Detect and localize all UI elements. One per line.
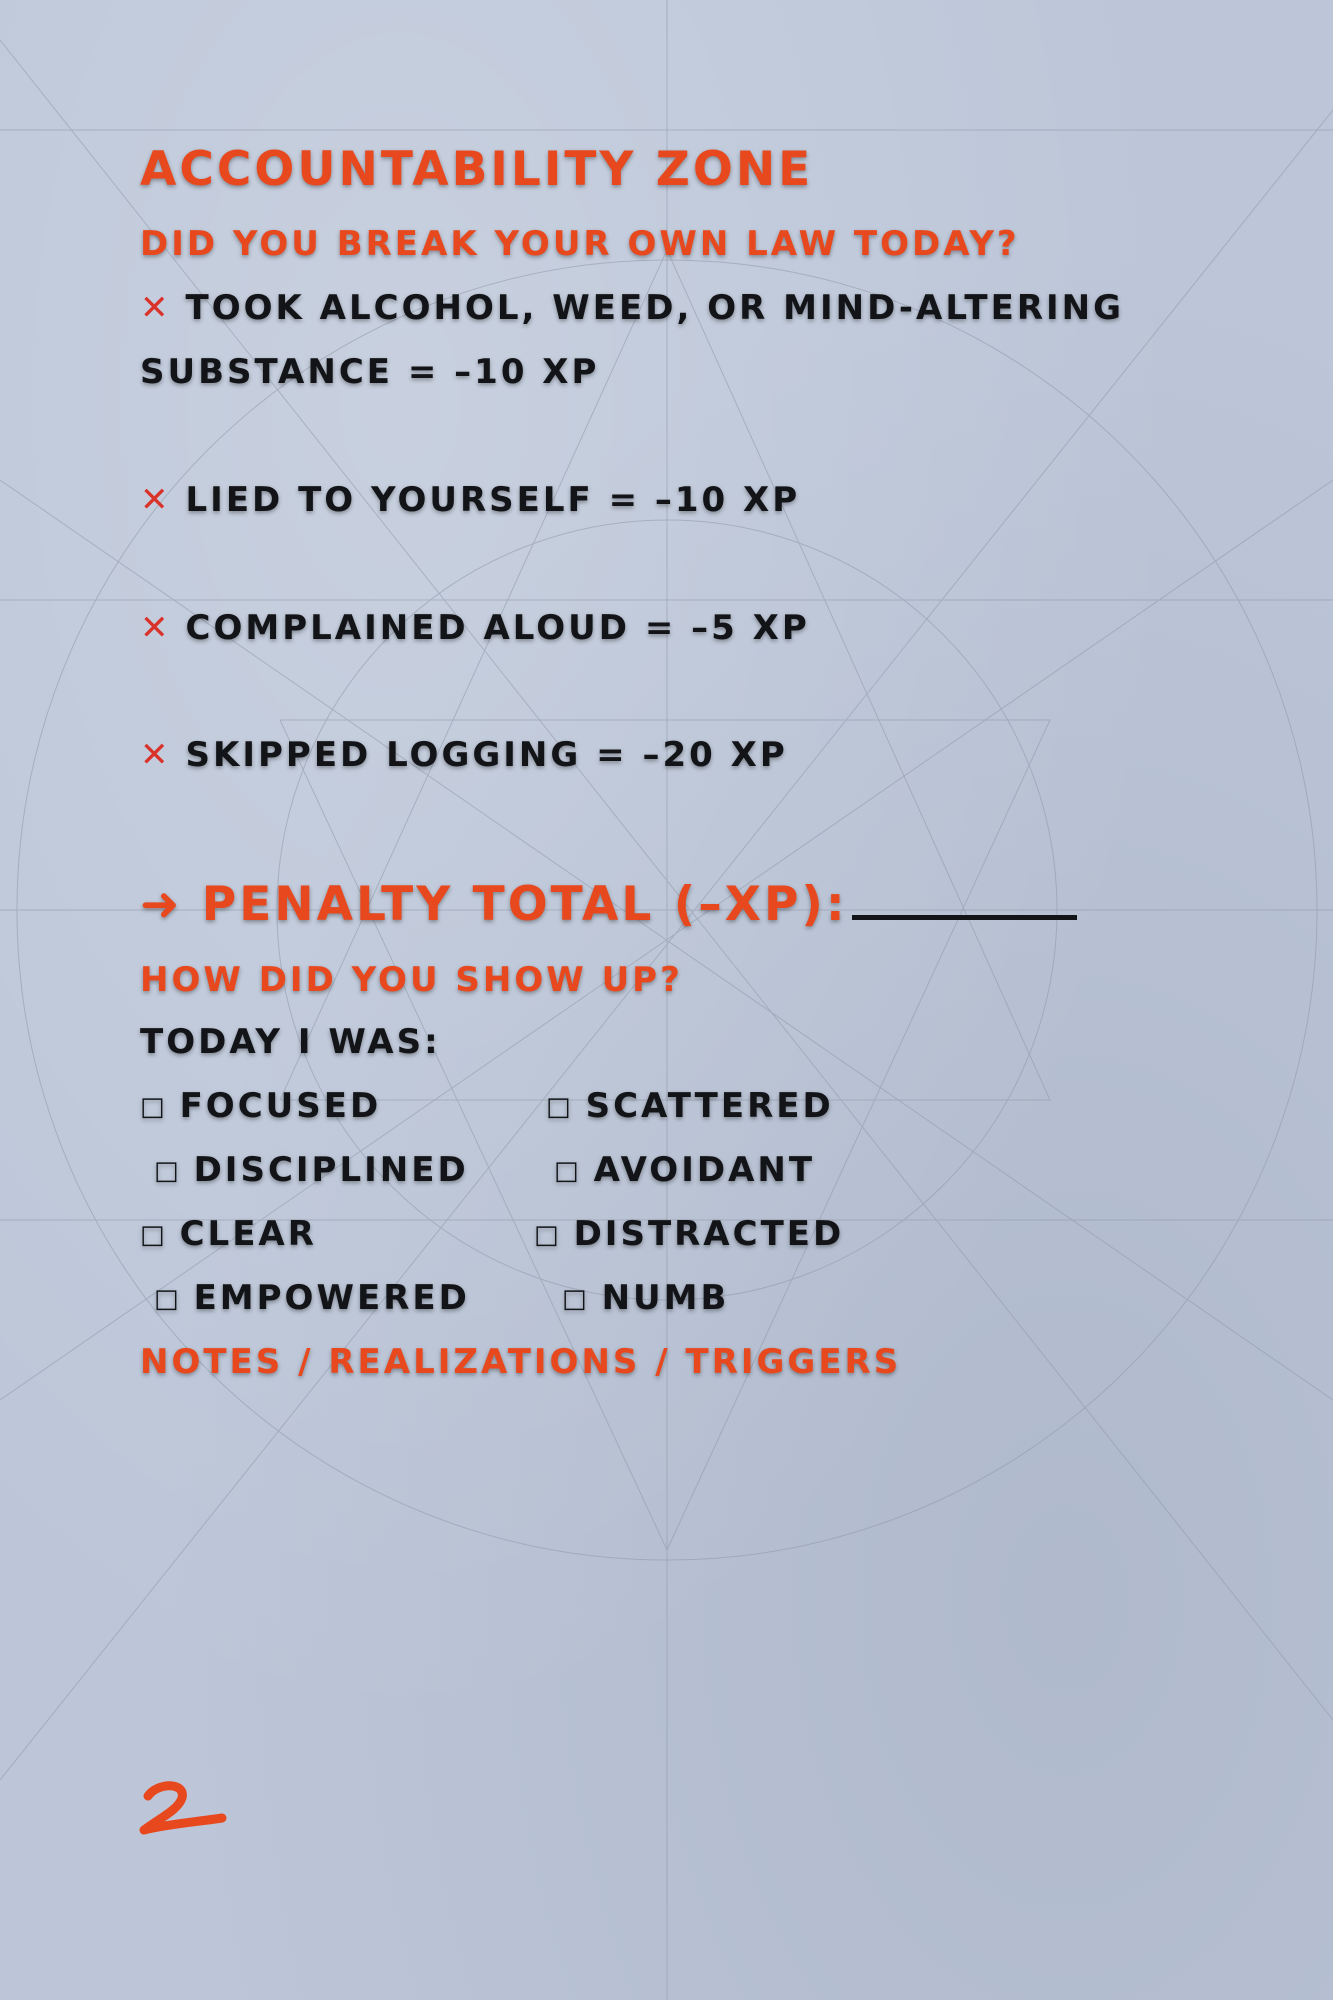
- penalty-item-label: SKIPPED LOGGING = –20 XP: [185, 735, 788, 775]
- notes-heading: NOTES / REALIZATIONS / TRIGGERS: [140, 1342, 902, 1382]
- penalty-total-label: ➜ PENALTY TOTAL (–XP):: [140, 877, 848, 932]
- x-mark-icon: ✕: [140, 480, 172, 520]
- option-disciplined[interactable]: □ DISCIPLINED: [154, 1150, 469, 1190]
- penalty-item: [140, 288, 1124, 328]
- x-mark-icon: ✕: [140, 735, 172, 775]
- checkbox-icon[interactable]: □: [154, 1284, 182, 1314]
- option-empowered[interactable]: □ EMPOWERED: [154, 1278, 470, 1318]
- penalty-item: [140, 735, 788, 775]
- option-clear[interactable]: □ CLEAR: [140, 1214, 317, 1254]
- penalty-item-label: LIED TO YOURSELF = –10 XP: [185, 480, 801, 520]
- option-avoidant[interactable]: □ AVOIDANT: [554, 1150, 816, 1190]
- x-mark-icon: ✕: [140, 608, 172, 648]
- penalty-item: [140, 608, 810, 648]
- section-heading-law: DID YOU BREAK YOUR OWN LAW TODAY?: [140, 224, 1020, 264]
- today-prompt: TODAY I WAS:: [140, 1022, 441, 1062]
- option-scattered[interactable]: □ SCATTERED: [546, 1086, 834, 1126]
- checkbox-icon[interactable]: □: [140, 1220, 168, 1250]
- checkbox-icon[interactable]: □: [546, 1092, 574, 1122]
- checkbox-icon[interactable]: □: [554, 1156, 582, 1186]
- checkbox-icon[interactable]: □: [562, 1284, 590, 1314]
- option-distracted[interactable]: □ DISTRACTED: [534, 1214, 845, 1254]
- option-numb[interactable]: □ NUMB: [562, 1278, 730, 1318]
- penalty-item-label: TOOK ALCOHOL, WEED, OR MIND-ALTERING: [185, 288, 1125, 328]
- penalty-item: [140, 480, 800, 520]
- checkbox-icon[interactable]: □: [154, 1156, 182, 1186]
- checkbox-icon[interactable]: □: [534, 1220, 562, 1250]
- penalty-item-label: COMPLAINED ALOUD = –5 XP: [185, 608, 810, 648]
- x-mark-icon: ✕: [140, 288, 172, 328]
- penalty-total-blank-line[interactable]: [852, 875, 1077, 920]
- section-heading-show-up: HOW DID YOU SHOW UP?: [140, 960, 683, 1000]
- page-title: ACCOUNTABILITY ZONE: [140, 142, 814, 197]
- page-number: [138, 1778, 228, 1838]
- penalty-item-continuation: SUBSTANCE = –10 XP: [140, 352, 600, 392]
- option-focused[interactable]: □ FOCUSED: [140, 1086, 382, 1126]
- checkbox-icon[interactable]: □: [140, 1092, 168, 1122]
- penalty-total: [140, 875, 1077, 932]
